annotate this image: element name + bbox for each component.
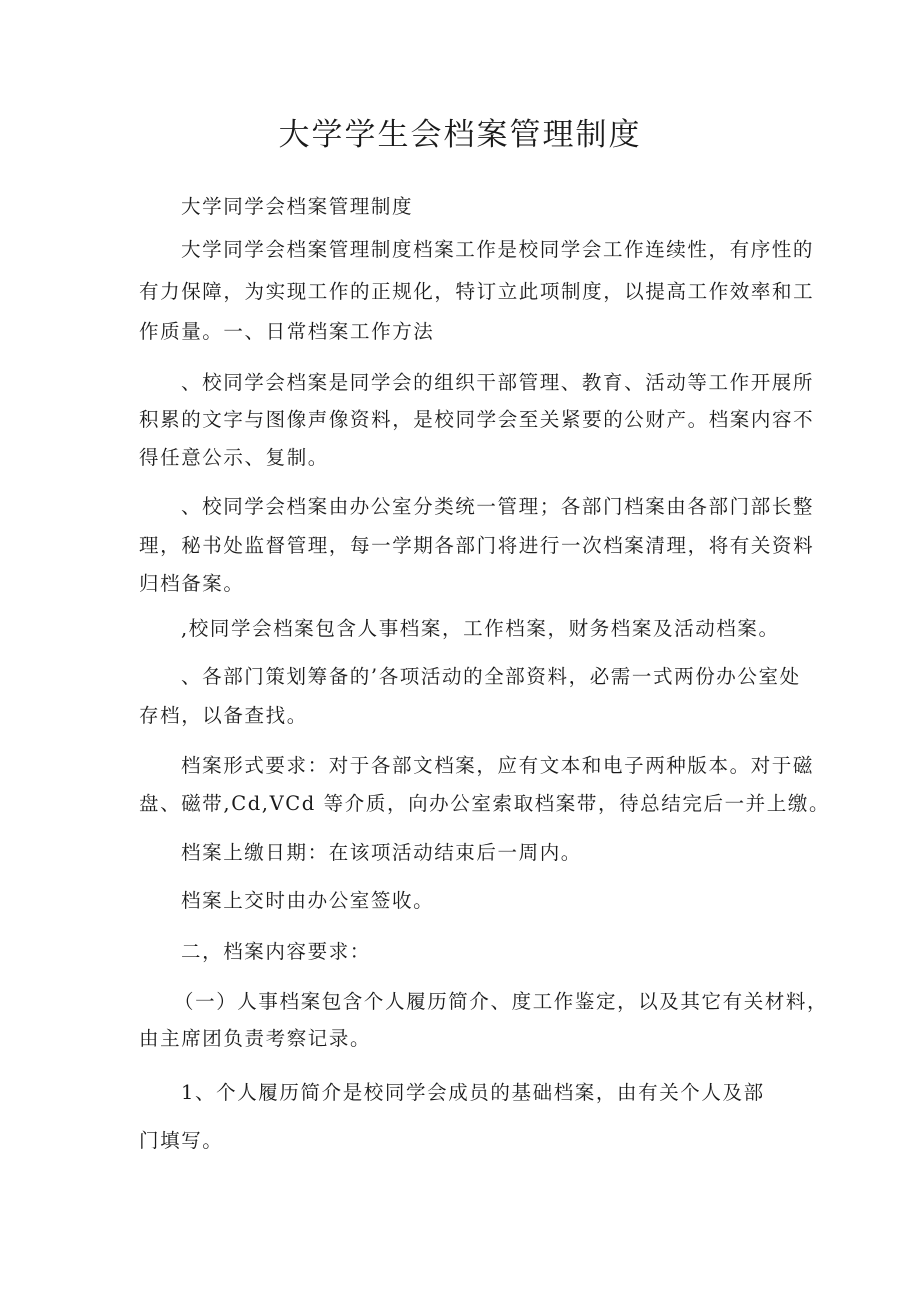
paragraph-line: 理，秘书处监督管理，每一学期各部门将进行一次档案清理，将有关资料 (139, 534, 815, 557)
paragraph-line: 、校同学会档案是同学会的组织干部管理、教育、活动等工作开展所 (181, 371, 815, 394)
paragraph-line: 存档，以备查找。 (139, 704, 308, 727)
paragraph-line: 门填写。 (139, 1129, 224, 1152)
paragraph-line: 作质量。一、日常档案工作方法 (139, 320, 435, 343)
paragraph-line: 档案形式要求：对于各部文档案，应有文本和电子两种版本。对于磁 (181, 754, 815, 777)
paragraph-line: 档案上缴日期：在该项活动结束后一周内。 (181, 841, 582, 864)
paragraph-line: 档案上交时由办公室签收。 (181, 889, 435, 912)
paragraph-line: 有力保障，为实现工作的正规化，特订立此项制度，以提高工作效率和工 (139, 280, 815, 303)
paragraph-line: 大学同学会档案管理制度 (181, 195, 414, 218)
paragraph-line: 1、个人履历简介是校同学会成员的基础档案，由有关个人及部 (181, 1081, 765, 1104)
paragraph-line: ,校同学会档案包含人事档案，工作档案，财务档案及活动档案。 (181, 617, 780, 640)
document-title: 大学学生会档案管理制度 (278, 117, 642, 153)
paragraph-line: 大学同学会档案管理制度档案工作是校同学会工作连续性，有序性的 (181, 238, 815, 261)
paragraph-line: 、校同学会档案由办公室分类统一管理；各部门档案由各部门部长整 (181, 495, 815, 518)
paragraph-line: 二，档案内容要求： (181, 940, 371, 963)
paragraph-line: 由主席团负责考察记录。 (139, 1027, 372, 1050)
paragraph-line: （一）人事档案包含个人履历简介、度工作鉴定，以及其它有关材料， (174, 990, 829, 1013)
paragraph-line: 得任意公示、复制。 (139, 446, 329, 469)
paragraph-line: 盘、磁带,Cd,VCd 等介质，向办公室索取档案带，待总结完后一并上缴。 (139, 792, 831, 815)
paragraph-line: 归档备案。 (139, 572, 245, 595)
paragraph-line: 、各部门策划筹备的’各项活动的全部资料，必需一式两份办公室处 (181, 665, 801, 688)
paragraph-line: 积累的文字与图像声像资料，是校同学会至关紧要的公财产。档案内容不 (139, 408, 815, 431)
